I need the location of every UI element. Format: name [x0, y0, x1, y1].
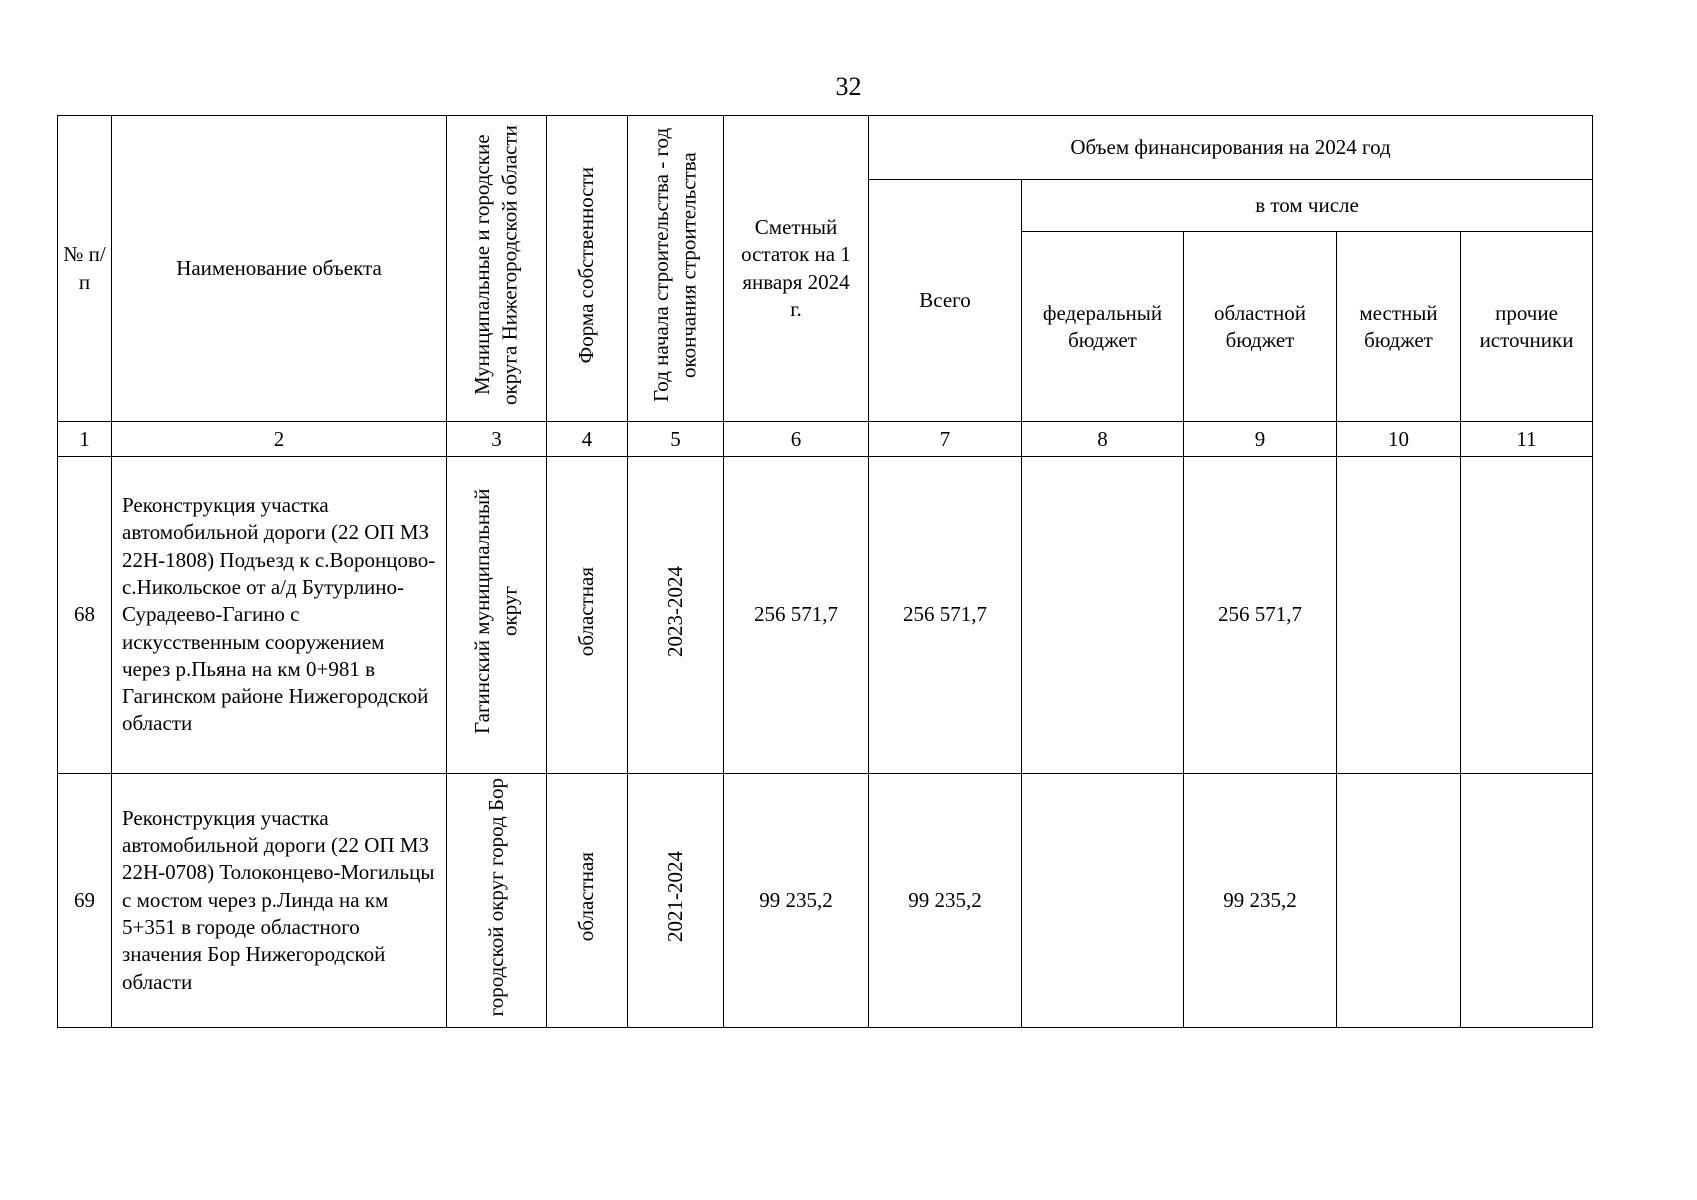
row-years — [628, 773, 724, 1028]
column-number: 9 — [1184, 422, 1337, 457]
column-number: 4 — [547, 422, 628, 457]
header-funding: Объем финансирования на 2024 год — [869, 116, 1593, 180]
column-number: 3 — [447, 422, 547, 457]
header-including: в том числе — [1022, 180, 1593, 232]
row-years-text: 2023-2024 — [662, 565, 687, 657]
header-remainder: Сметный остаток на 1 января 2024 г. — [724, 116, 869, 422]
column-number: 1 — [58, 422, 112, 457]
row-regional: 256 571,7 — [1184, 457, 1337, 773]
header-ownership — [547, 116, 628, 422]
row-remainder: 99 235,2 — [724, 773, 869, 1028]
column-number: 5 — [628, 422, 724, 457]
table-row — [58, 457, 1593, 773]
row-ownership-text: областная — [574, 852, 599, 942]
column-number: 7 — [869, 422, 1022, 457]
row-federal — [1022, 773, 1184, 1028]
header-federal: федеральный бюджет — [1022, 232, 1184, 422]
row-local — [1337, 457, 1461, 773]
column-number: 2 — [112, 422, 447, 457]
row-years-text: 2021-2024 — [662, 851, 687, 943]
row-municipality-text: Гагинский муниципальный округ — [470, 488, 522, 735]
header-num: № п/п — [58, 116, 112, 422]
row-municipality — [447, 457, 547, 773]
header-municipality — [447, 116, 547, 422]
row-name: Реконструкция участка автомобильной дороги (22 ОП МЗ 22Н-1808) Подъезд к с.Воронцово-с.Никольское от а/д Бутурлино-Сурадеево-Гагино с искусственным сооружением через р.Пьяна на км 0+981 в Гагинском районе Нижегородской области — [112, 457, 447, 773]
row-name: Реконструкция участка автомобильной дороги (22 ОП МЗ 22Н-0708) Толоконцево-Могильцы с мостом через р.Линда на км 5+351 в городе областного значения Бор Нижегородской области — [112, 773, 447, 1028]
row-num: 68 — [58, 457, 112, 773]
column-number: 6 — [724, 422, 869, 457]
financing-table — [57, 115, 1593, 1028]
column-number: 10 — [1337, 422, 1461, 457]
header-municipality-text: Муниципальные и городские округа Нижегородской области — [470, 125, 522, 405]
header-total: Всего — [869, 180, 1022, 422]
row-years — [628, 457, 724, 773]
row-total: 99 235,2 — [869, 773, 1022, 1028]
header-name: Наименование объекта — [112, 116, 447, 422]
row-ownership-text: областная — [574, 566, 599, 656]
row-municipality-text: городской округ город Бор — [483, 777, 508, 1016]
column-number-row — [58, 422, 1593, 457]
row-ownership — [547, 773, 628, 1028]
header-years-text: Год начала строительства - год окончания строительства — [649, 127, 701, 403]
header-years — [628, 116, 724, 422]
header-local: местный бюджет — [1337, 232, 1461, 422]
row-municipality — [447, 773, 547, 1028]
row-remainder: 256 571,7 — [724, 457, 869, 773]
row-num: 69 — [58, 773, 112, 1028]
header-regional: областной бюджет — [1184, 232, 1337, 422]
page-number: 32 — [835, 72, 862, 101]
row-federal — [1022, 457, 1184, 773]
column-number: 11 — [1461, 422, 1593, 457]
header-other: прочие источники — [1461, 232, 1593, 422]
row-regional: 99 235,2 — [1184, 773, 1337, 1028]
row-other — [1461, 457, 1593, 773]
row-ownership — [547, 457, 628, 773]
row-other — [1461, 773, 1593, 1028]
header-ownership-text: Форма собственности — [574, 166, 599, 364]
row-total: 256 571,7 — [869, 457, 1022, 773]
row-local — [1337, 773, 1461, 1028]
column-number: 8 — [1022, 422, 1184, 457]
table-row — [58, 773, 1593, 1028]
